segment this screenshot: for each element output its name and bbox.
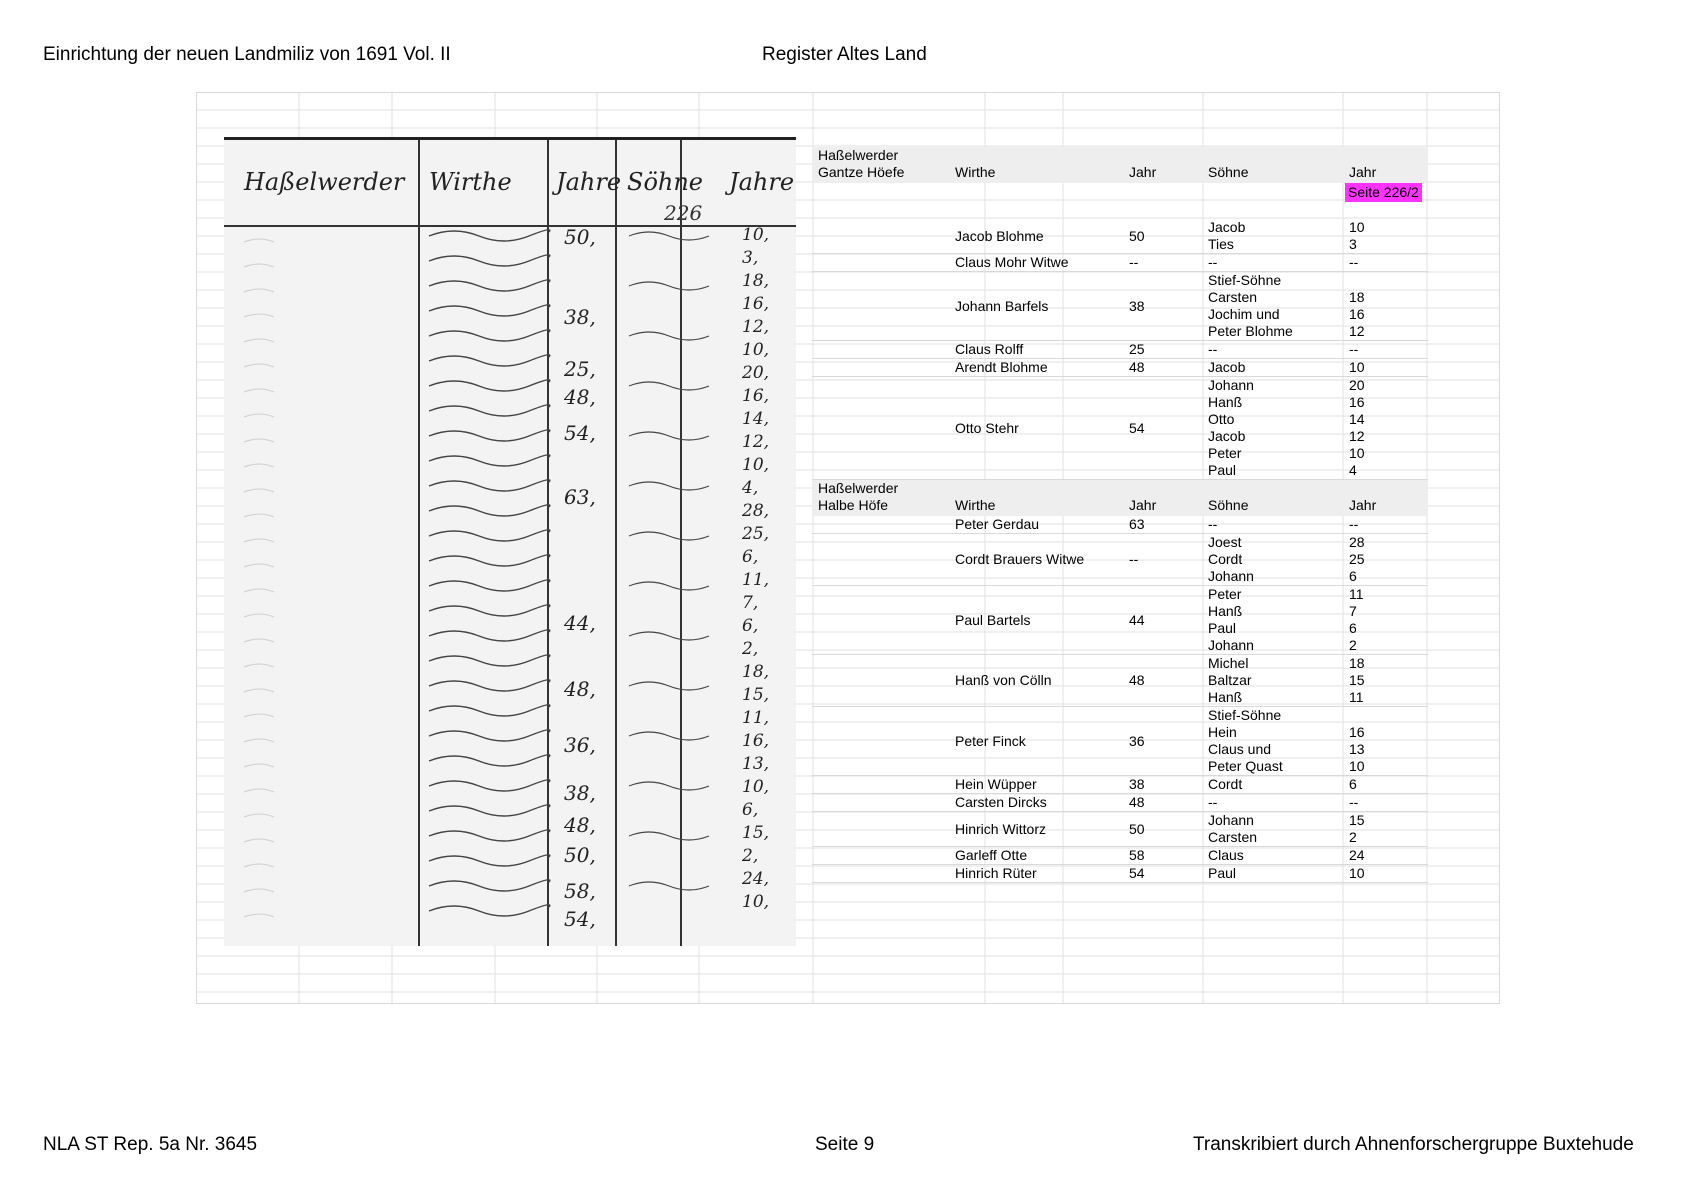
sons-names: Jacob (1208, 359, 1246, 375)
manuscript-son-age: 10, (742, 455, 770, 475)
manuscript-son-age: 25, (742, 524, 770, 544)
manuscript-script (629, 782, 709, 790)
manuscript-script (429, 655, 550, 666)
table-row-divider (812, 864, 1428, 865)
manuscript-script (429, 355, 550, 366)
section-title: Haßelwerder Gantze Höefe (818, 147, 905, 180)
sons-names: Stief-Söhne Carsten Jochim und Peter Blohme (1208, 272, 1293, 339)
wirth-age: -- (1129, 551, 1139, 567)
wirth-name: Hinrich Wittorz (955, 820, 1047, 837)
section-header-band (812, 480, 1428, 516)
manuscript-script (629, 832, 709, 840)
wirth-age: 38 (1129, 776, 1145, 792)
manuscript-faded-script (244, 889, 274, 892)
section-title: Haßelwerder Halbe Höfe (818, 480, 899, 513)
table-row-divider (812, 585, 1428, 586)
wirth-name: Hein Wüpper (955, 776, 1037, 792)
table-row-divider (812, 775, 1428, 776)
wirth-name: Jacob Blohme (955, 227, 1044, 244)
manuscript-script (629, 382, 709, 390)
manuscript-script (629, 432, 709, 440)
manuscript-age: 38, (564, 781, 596, 805)
sons-names: -- (1208, 516, 1218, 532)
sons-ages: 16 13 10 (1349, 724, 1365, 774)
manuscript-faded-script (244, 539, 274, 542)
manuscript-age: 48, (564, 813, 596, 837)
manuscript-age: 48, (564, 677, 596, 701)
table-row-divider (812, 706, 1428, 707)
manuscript-heading: Söhne (627, 168, 704, 196)
manuscript-faded-script (244, 589, 274, 592)
archive-reference: NLA ST Rep. 5a Nr. 3645 (43, 1134, 258, 1155)
manuscript-son-age: 15, (742, 685, 770, 705)
wirth-name: Otto Stehr (955, 419, 1019, 436)
manuscript-son-age: 24, (742, 869, 770, 889)
manuscript-script (429, 805, 550, 816)
sons-ages: 10 (1349, 359, 1365, 375)
manuscript-scan (224, 137, 796, 946)
sons-names: Jacob Ties (1208, 219, 1246, 252)
wirth-name: Claus Rolff (955, 341, 1024, 357)
page-number: Seite 9 (815, 1134, 875, 1155)
wirth-age: 48 (1129, 359, 1145, 375)
wirth-name: Hanß von Cölln (955, 672, 1052, 688)
manuscript-son-age: 11, (742, 570, 770, 590)
manuscript-script (429, 330, 550, 341)
manuscript-age: 38, (564, 305, 596, 329)
manuscript-faded-script (244, 289, 274, 292)
sons-ages: -- (1349, 794, 1359, 810)
manuscript-faded-script (244, 264, 274, 267)
manuscript-script (629, 882, 709, 890)
manuscript-image (224, 140, 796, 946)
table-row-divider (812, 654, 1428, 655)
manuscript-script (629, 582, 709, 590)
table-row-divider (812, 376, 1428, 377)
column-header-jahr: Jahr (1349, 164, 1377, 180)
manuscript-script (629, 632, 709, 640)
column-header-wirthe: Wirthe (955, 497, 996, 513)
manuscript-script (429, 680, 550, 691)
wirth-age: 50 (1129, 227, 1145, 244)
sons-names: -- (1208, 341, 1218, 357)
manuscript-son-age: 14, (742, 409, 770, 429)
manuscript-age: 50, (564, 843, 596, 867)
manuscript-son-age: 15, (742, 823, 770, 843)
manuscript-script (629, 232, 709, 240)
manuscript-age: 44, (564, 611, 596, 635)
manuscript-script (429, 555, 550, 566)
manuscript-son-age: 10, (742, 340, 770, 360)
manuscript-son-age: 16, (742, 294, 770, 314)
transcriber-credit: Transkribiert durch Ahnenforschergruppe Buxtehude (1193, 1134, 1634, 1155)
manuscript-script (429, 580, 550, 591)
sons-names: Claus (1208, 847, 1244, 863)
sons-names: Peter Hanß Paul Johann (1208, 586, 1254, 653)
table-row-divider (812, 882, 1428, 883)
manuscript-script (629, 532, 709, 540)
manuscript-script (629, 332, 709, 340)
manuscript-script (429, 605, 550, 616)
manuscript-son-age: 28, (742, 501, 770, 521)
manuscript-script (429, 405, 550, 416)
manuscript-son-age: 10, (742, 892, 770, 912)
manuscript-age: 48, (564, 385, 596, 409)
manuscript-faded-script (244, 864, 274, 867)
manuscript-script (429, 280, 550, 291)
manuscript-age: 54, (564, 421, 596, 445)
wirth-name: Hinrich Rüter (955, 865, 1037, 881)
sons-names: Stief-Söhne Hein Claus und Peter Quast (1208, 707, 1283, 774)
manuscript-age: 54, (564, 907, 596, 931)
register-title: Register Altes Land (762, 44, 927, 65)
page-reference-badge: Seite 226/2 (1345, 183, 1422, 202)
manuscript-faded-script (244, 739, 274, 742)
wirth-name: Arendt Blohme (955, 359, 1048, 375)
manuscript-faded-script (244, 514, 274, 517)
wirth-name: Johann Barfels (955, 297, 1049, 314)
manuscript-age: 63, (564, 485, 596, 509)
manuscript-script (429, 830, 550, 841)
manuscript-script (429, 530, 550, 541)
manuscript-faded-script (244, 839, 274, 842)
manuscript-faded-script (244, 789, 274, 792)
wirth-name: Paul Bartels (955, 611, 1031, 628)
wirth-age: 54 (1129, 419, 1145, 436)
manuscript-script (429, 505, 550, 516)
manuscript-page-number: 226 (664, 201, 703, 225)
manuscript-script (429, 480, 550, 491)
wirth-age: 25 (1129, 341, 1145, 357)
manuscript-script (429, 730, 550, 741)
table-row-divider (812, 253, 1428, 254)
table-row-divider (812, 811, 1428, 812)
manuscript-son-age: 10, (742, 225, 770, 245)
wirth-age: 48 (1129, 794, 1145, 810)
wirth-name: Peter Finck (955, 732, 1026, 749)
manuscript-son-age: 20, (742, 363, 770, 383)
manuscript-faded-script (244, 714, 274, 717)
wirth-age: 63 (1129, 516, 1145, 532)
column-header-wirthe: Wirthe (955, 164, 996, 180)
wirth-name: Cordt Brauers Witwe (955, 551, 1085, 567)
manuscript-son-age: 13, (742, 754, 770, 774)
manuscript-script (429, 705, 550, 716)
sons-ages: 18 16 12 (1349, 289, 1365, 339)
wirth-age: 50 (1129, 820, 1145, 837)
wirth-age: 58 (1129, 847, 1145, 863)
manuscript-faded-script (244, 764, 274, 767)
wirth-name: Carsten Dircks (955, 794, 1047, 810)
manuscript-faded-script (244, 489, 274, 492)
manuscript-script (429, 305, 550, 316)
column-header-soehne: Söhne (1208, 164, 1249, 180)
manuscript-son-age: 6, (742, 616, 759, 636)
wirth-name: Claus Mohr Witwe (955, 254, 1069, 270)
manuscript-script (429, 455, 550, 466)
manuscript-faded-script (244, 389, 274, 392)
manuscript-script (629, 732, 709, 740)
wirth-age: 38 (1129, 297, 1145, 314)
manuscript-faded-script (244, 639, 274, 642)
table-row-divider (812, 533, 1428, 534)
manuscript-faded-script (244, 914, 274, 917)
manuscript-script (429, 230, 550, 241)
manuscript-faded-script (244, 339, 274, 342)
manuscript-heading: Jahre (556, 168, 622, 196)
manuscript-script (429, 630, 550, 641)
manuscript-son-age: 16, (742, 386, 770, 406)
table-row-divider (812, 793, 1428, 794)
manuscript-script (629, 282, 709, 290)
sons-ages: 18 15 11 (1349, 655, 1365, 705)
sons-names: Joest Cordt Johann (1208, 534, 1254, 584)
manuscript-son-age: 11, (742, 708, 770, 728)
sons-names: Cordt (1208, 776, 1243, 792)
sons-ages: -- (1349, 254, 1359, 270)
manuscript-faded-script (244, 239, 274, 242)
column-header-jahr: Jahr (1129, 497, 1157, 513)
manuscript-heading: Wirthe (429, 168, 512, 196)
manuscript-son-age: 10, (742, 777, 770, 797)
wirth-age: 48 (1129, 672, 1145, 688)
sons-ages: 28 25 6 (1349, 534, 1365, 584)
manuscript-son-age: 6, (742, 800, 759, 820)
wirth-age: 36 (1129, 732, 1145, 749)
sons-ages: 11 7 6 2 (1349, 586, 1364, 653)
sons-ages: -- (1349, 341, 1359, 357)
manuscript-son-age: 16, (742, 731, 770, 751)
wirth-name: Peter Gerdau (955, 516, 1040, 532)
sons-names: Johann Hanß Otto Jacob Peter Paul (1208, 377, 1254, 478)
manuscript-heading: Haßelwerder (244, 168, 405, 196)
manuscript-script (629, 682, 709, 690)
column-header-jahr: Jahr (1129, 164, 1157, 180)
column-header-soehne: Söhne (1208, 497, 1249, 513)
manuscript-faded-script (244, 464, 274, 467)
wirth-age: 44 (1129, 611, 1145, 628)
manuscript-faded-script (244, 614, 274, 617)
wirth-name: Garleff Otte (955, 847, 1028, 863)
table-row-divider (812, 358, 1428, 359)
manuscript-heading: Jahre (729, 168, 795, 196)
wirth-age: -- (1129, 254, 1139, 270)
column-header-jahr: Jahr (1349, 497, 1377, 513)
sons-ages: 24 (1349, 847, 1365, 863)
manuscript-script (429, 780, 550, 791)
manuscript-son-age: 18, (742, 662, 770, 682)
manuscript-script (429, 255, 550, 266)
manuscript-script (429, 380, 550, 391)
table-row-divider (812, 271, 1428, 272)
sons-ages: 10 (1349, 865, 1365, 881)
sons-ages: 6 (1349, 776, 1357, 792)
manuscript-son-age: 18, (742, 271, 770, 291)
manuscript-son-age: 2, (742, 639, 759, 659)
sons-names: Johann Carsten (1208, 812, 1258, 845)
manuscript-age: 58, (564, 879, 596, 903)
manuscript-age: 25, (564, 357, 596, 381)
manuscript-script (429, 880, 550, 891)
sons-ages: -- (1349, 516, 1359, 532)
manuscript-script (429, 855, 550, 866)
sons-names: Paul (1208, 865, 1237, 881)
table-row-divider (812, 846, 1428, 847)
sons-names: -- (1208, 794, 1218, 810)
manuscript-son-age: 4, (742, 478, 759, 498)
section-header-band (812, 147, 1428, 183)
manuscript-script (429, 755, 550, 766)
manuscript-faded-script (244, 414, 274, 417)
wirth-age: 54 (1129, 865, 1145, 881)
manuscript-faded-script (244, 364, 274, 367)
table-row-divider (812, 340, 1428, 341)
manuscript-faded-script (244, 439, 274, 442)
manuscript-script (629, 482, 709, 490)
manuscript-son-age: 12, (742, 317, 770, 337)
manuscript-script (429, 430, 550, 441)
manuscript-son-age: 2, (742, 846, 759, 866)
manuscript-son-age: 6, (742, 547, 759, 567)
manuscript-age: 50, (564, 225, 596, 249)
manuscript-faded-script (244, 689, 274, 692)
manuscript-faded-script (244, 664, 274, 667)
manuscript-script (429, 905, 550, 916)
sons-ages: 15 2 (1349, 812, 1365, 845)
manuscript-faded-script (244, 314, 274, 317)
manuscript-son-age: 3, (742, 248, 759, 268)
sons-names: -- (1208, 254, 1218, 270)
manuscript-age: 36, (564, 733, 596, 757)
manuscript-faded-script (244, 814, 274, 817)
manuscript-son-age: 7, (742, 593, 759, 613)
manuscript-faded-script (244, 564, 274, 567)
manuscript-son-age: 12, (742, 432, 770, 452)
sons-names: Michel Baltzar Hanß (1208, 655, 1252, 705)
sons-ages: 10 3 (1349, 219, 1365, 252)
sons-ages: 20 16 14 12 10 4 (1349, 377, 1365, 478)
document-title: Einrichtung der neuen Landmiliz von 1691 Vol. II (43, 44, 451, 65)
